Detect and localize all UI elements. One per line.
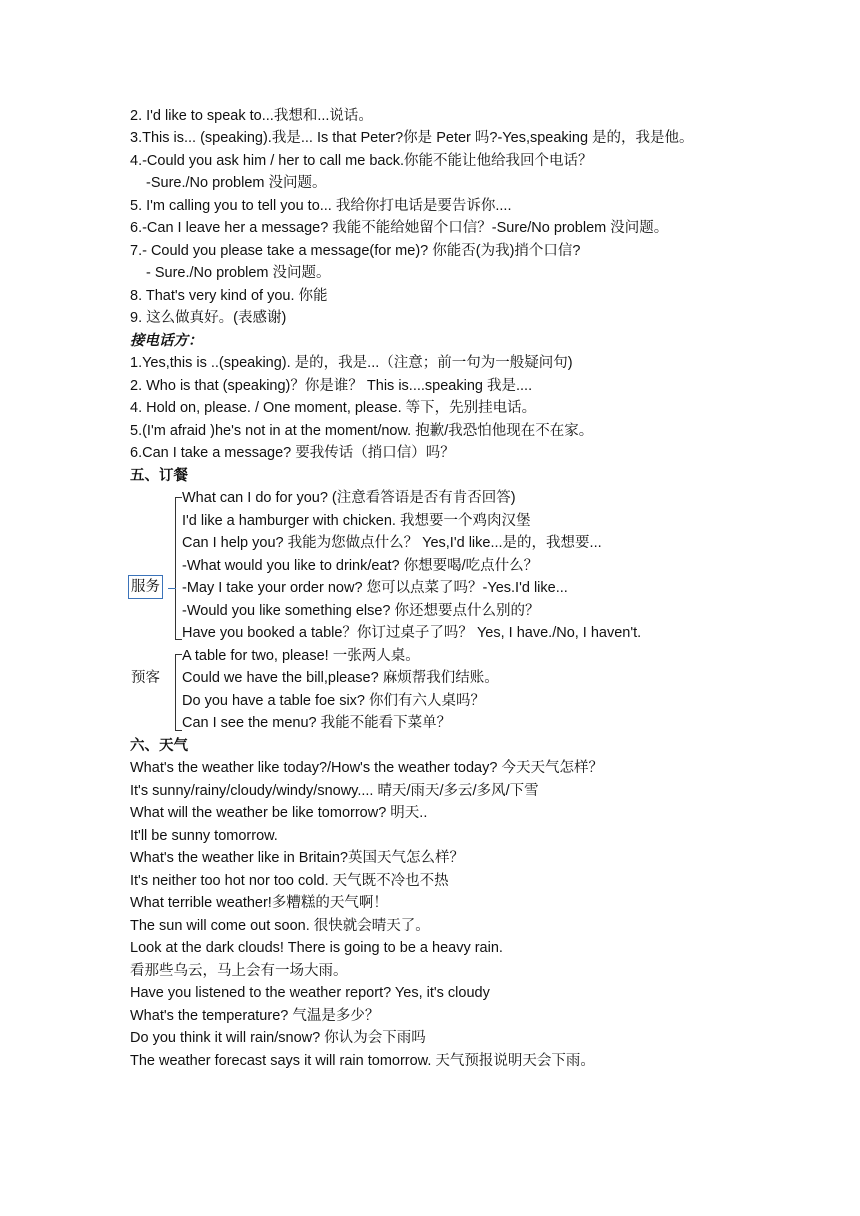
caller-line-7-reply: - Sure./No problem 没问题。 (146, 265, 331, 281)
guest-brace (175, 654, 182, 731)
receiver-line-5: 5.(I'm afraid )he's not in at the moment/now. 抱歉/我恐怕他现在不在家。 (130, 423, 594, 439)
weather-line-13: Do you think it will rain/snow? 你认为会下雨吗 (130, 1030, 426, 1046)
receiver-line-1: 1.Yes,this is ..(speaking). 是的，我是...（注意；前一句为一般疑问句) (130, 355, 573, 371)
service-brace (175, 497, 182, 640)
caller-line-7: 7.- Could you please take a message(for me)? 你能否(为我)捎个口信? (130, 243, 581, 259)
service-connector (168, 588, 176, 589)
weather-line-6: It's neither too hot nor too cold. 天气既不冷也不热 (130, 873, 449, 889)
service-line-1: What can I do for you? (注意看答语是否有肯否回答) (182, 490, 516, 506)
weather-line-7: What terrible weather!多糟糕的天气啊！ (130, 895, 388, 911)
caller-line-5: 5. I'm calling you to tell you to... 我给你打电话是要告诉你.... (130, 198, 512, 214)
guest-line-4: Can I see the menu? 我能不能看下菜单？ (182, 715, 452, 731)
service-line-6: -Would you like something else? 你还想要点什么别的？ (182, 603, 540, 619)
caller-line-4: 4.-Could you ask him / her to call me back.你能不能让他给我回个电话？ (130, 153, 593, 169)
guest-label: 预客 (131, 670, 160, 686)
guest-line-2: Could we have the bill,please? 麻烦帮我们结账。 (182, 670, 499, 686)
weather-line-9: Look at the dark clouds! There is going to be a heavy rain. (130, 940, 503, 956)
section5-heading: 五、订餐 (130, 468, 188, 484)
caller-line-8: 8. That's very kind of you. 你能 (130, 288, 328, 304)
caller-line-4-reply: -Sure./No problem 没问题。 (146, 175, 327, 191)
caller-line-2: 2. I'd like to speak to...我想和...说话。 (130, 108, 373, 124)
weather-line-5: What's the weather like in Britain?英国天气怎么样？ (130, 850, 464, 866)
weather-line-1: What's the weather like today?/How's the weather today? 今天天气怎样？ (130, 760, 603, 776)
weather-line-11: Have you listened to the weather report? Yes, it's cloudy (130, 985, 490, 1001)
caller-line-6: 6.-Can I leave her a message? 我能不能给她留个口信？-Sure/No problem 没问题。 (130, 220, 669, 236)
service-line-5: -May I take your order now? 您可以点菜了吗？-Yes.I'd like... (182, 580, 568, 596)
caller-line-3: 3.This is... (speaking).我是... Is that Peter?你是 Peter 吗?-Yes,speaking 是的，我是他。 (130, 130, 694, 146)
guest-line-1: A table for two, please! 一张两人桌。 (182, 648, 420, 664)
weather-line-3: What will the weather be like tomorrow? 明天.. (130, 805, 428, 821)
receiver-line-6: 6.Can I take a message? 要我传话（捎口信）吗？ (130, 445, 455, 461)
weather-line-12: What's the temperature? 气温是多少？ (130, 1008, 380, 1024)
service-label: 服务 (128, 575, 163, 599)
service-line-3: Can I help you? 我能为您做点什么？ Yes,I'd like...是的，我想要... (182, 535, 602, 551)
weather-line-8: The sun will come out soon. 很快就会晴天了。 (130, 918, 430, 934)
guest-line-3: Do you have a table foe six? 你们有六人桌吗？ (182, 693, 486, 709)
weather-line-2: It's sunny/rainy/cloudy/windy/snowy.... 晴天/雨天/多云/多风/下雪 (130, 783, 539, 799)
receiver-line-2: 2. Who is that (speaking)？你是谁？ This is....speaking 我是.... (130, 378, 533, 394)
caller-line-9: 9. 这么做真好。(表感谢) (130, 310, 287, 326)
service-line-2: I'd like a hamburger with chicken. 我想要一个鸡肉汉堡 (182, 513, 531, 529)
section6-heading: 六、天气 (130, 738, 188, 754)
service-line-4: -What would you like to drink/eat? 你想要喝/吃点什么？ (182, 558, 539, 574)
service-line-7: Have you booked a table？你订过桌子了吗？ Yes, I have./No, I haven't. (182, 625, 642, 641)
receiver-heading: 接电话方： (130, 333, 203, 349)
receiver-line-4: 4. Hold on, please. / One moment, please. 等下，先别挂电话。 (130, 400, 537, 416)
weather-line-10: 看那些乌云，马上会有一场大雨。 (130, 963, 348, 979)
weather-line-14: The weather forecast says it will rain tomorrow. 天气预报说明天会下雨。 (130, 1053, 595, 1069)
weather-line-4: It'll be sunny tomorrow. (130, 828, 278, 844)
